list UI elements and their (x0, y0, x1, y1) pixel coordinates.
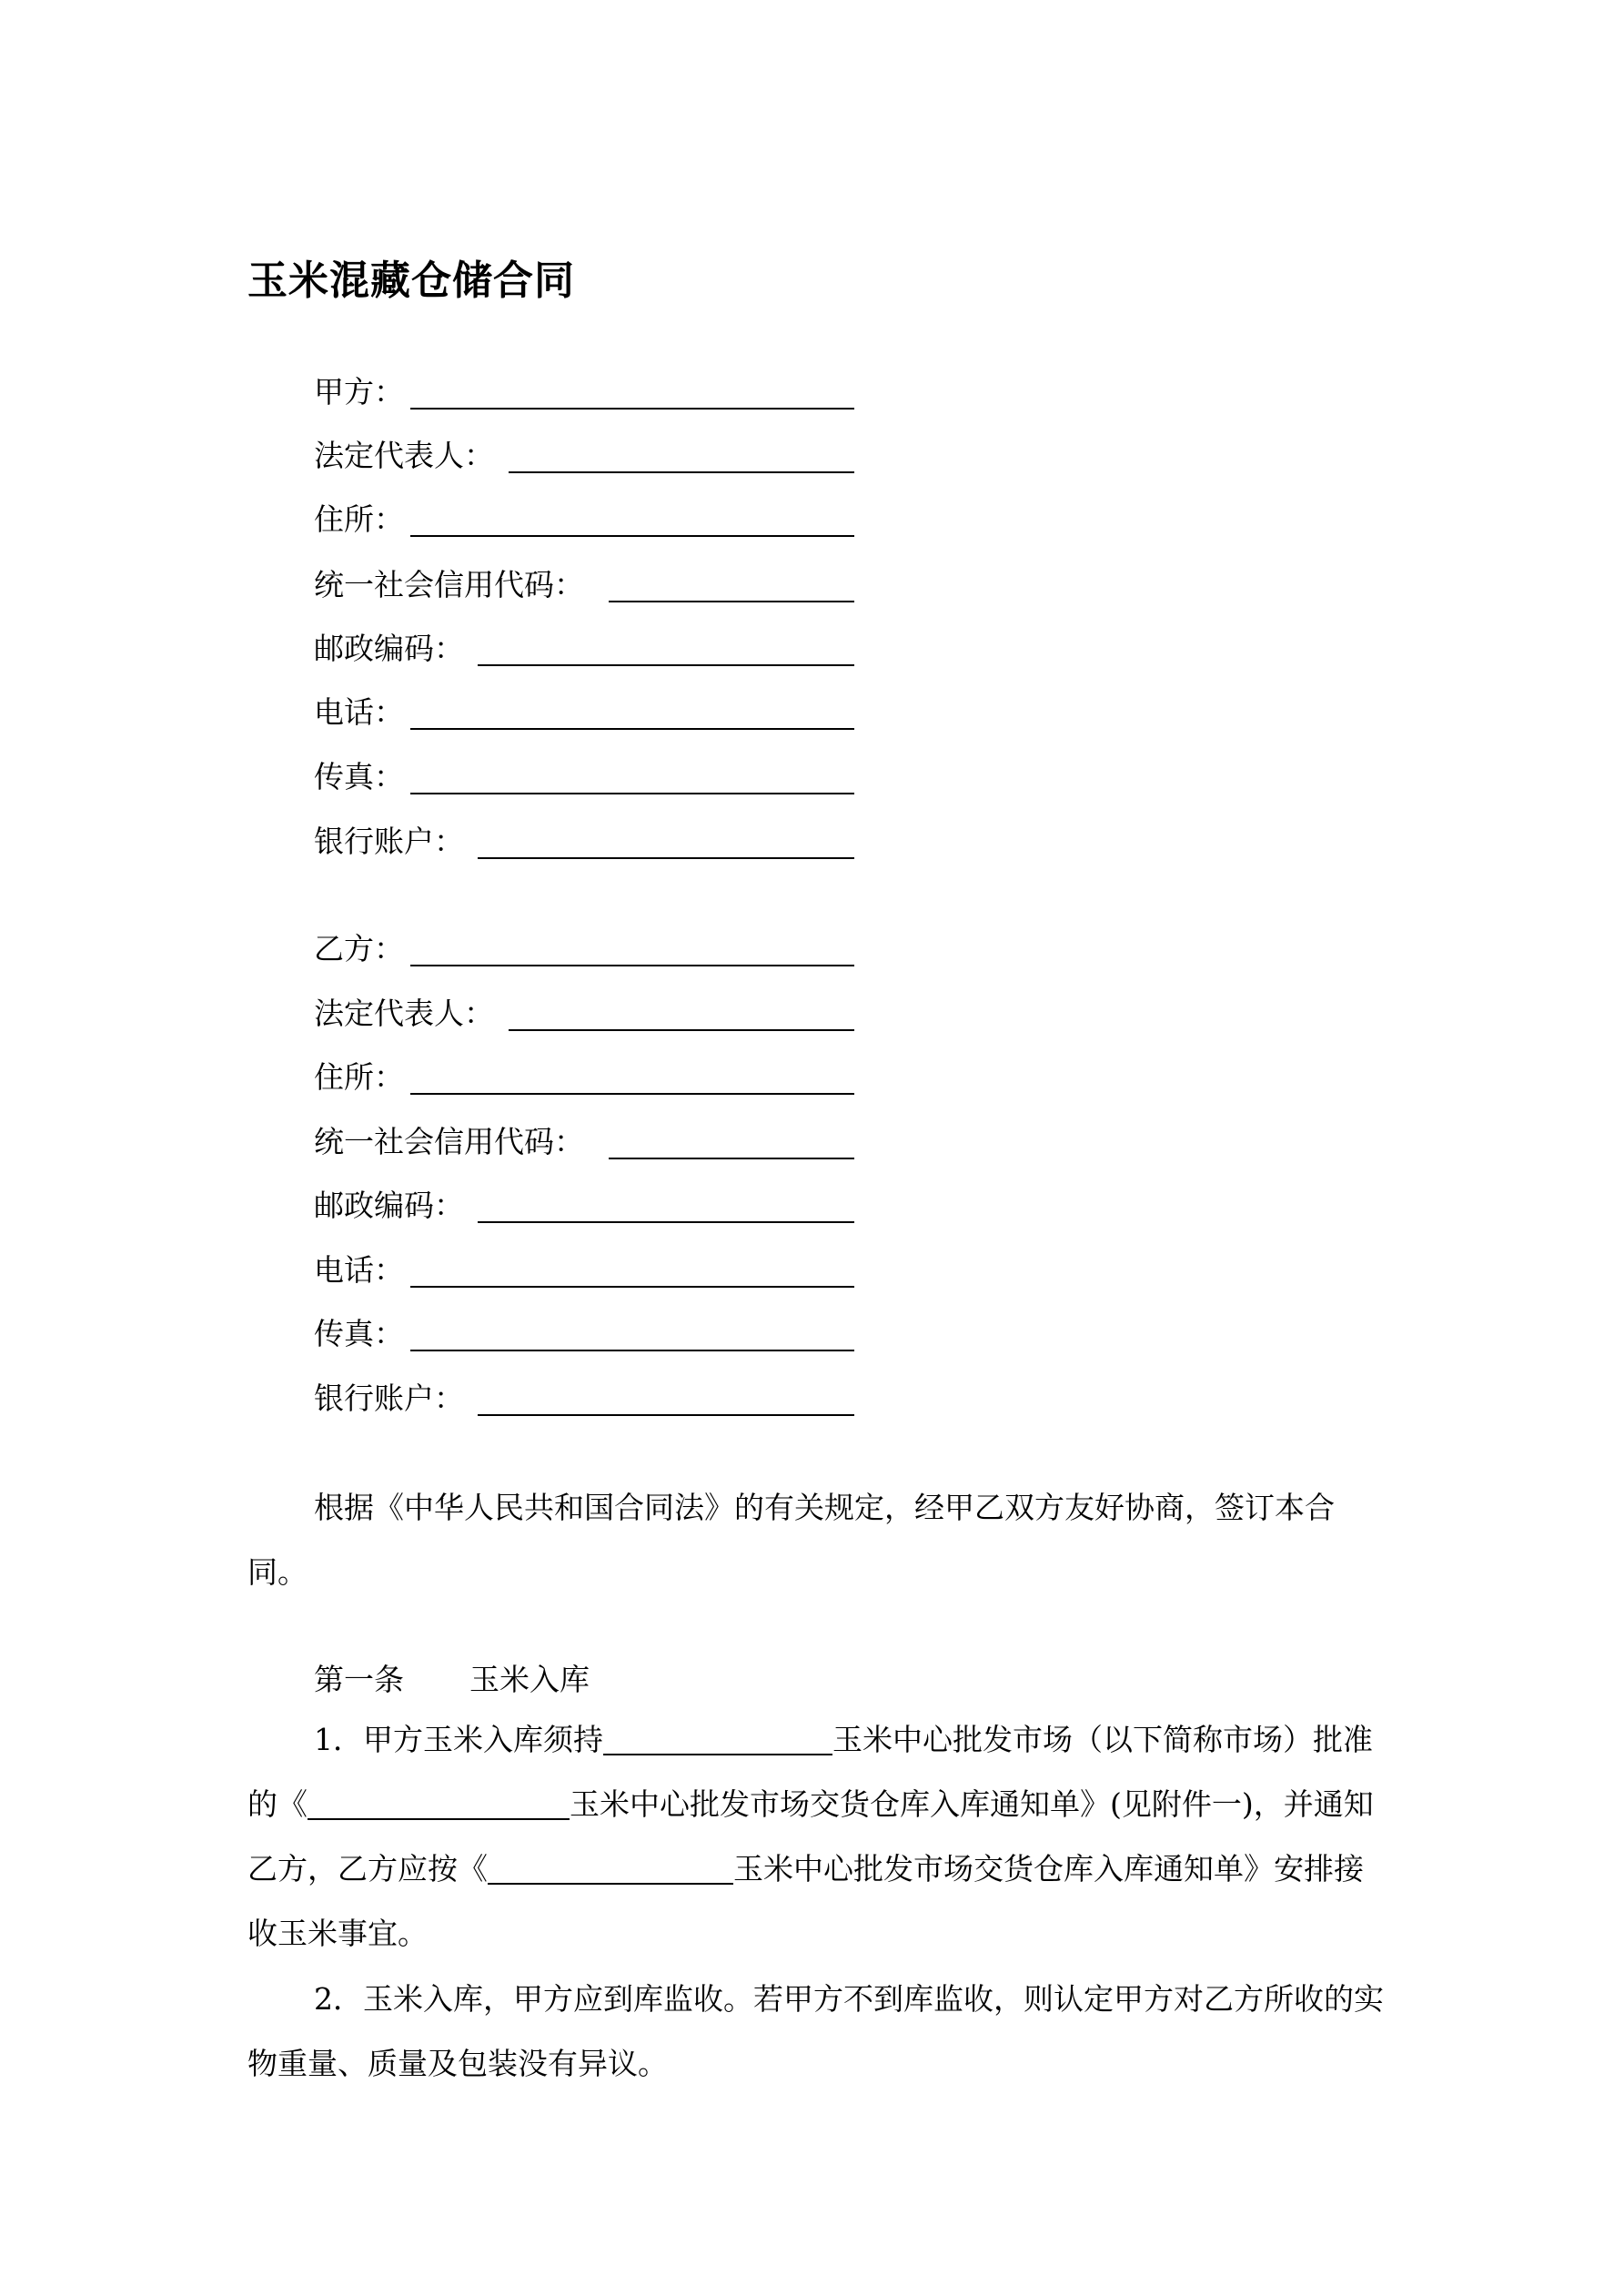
party-a-bank-account-blank[interactable] (478, 857, 854, 859)
party-a-legal-rep-field (314, 435, 494, 477)
party-a-phone-field (314, 692, 404, 733)
party-a-address-field (314, 499, 404, 541)
party-a-phone-blank[interactable] (410, 728, 854, 730)
article1-title: 玉米入库 (469, 1662, 590, 1697)
party-a-address-label: 住所： (314, 501, 404, 537)
party-a-legal-rep-blank[interactable] (509, 471, 854, 473)
clause1-blank-1[interactable] (603, 1721, 832, 1755)
party-a-address-blank[interactable] (410, 535, 854, 537)
party-a-legal-rep-label: 法定代表人： (314, 438, 494, 473)
party-a-name-blank[interactable] (410, 408, 854, 410)
clause1-part3: 玉米中心批发市场交货仓库入库通知单》(见附件一)，并通知乙方，乙方应按《 (247, 1786, 1374, 1886)
party-a-credit-code-blank[interactable] (609, 601, 854, 602)
article1-clause1 (247, 1707, 1389, 1966)
clause2-text: 2．玉米入库，甲方应到库监收。若甲方不到库监收，则认定甲方对乙方所收的实物重量、质量及包装没有异议。 (247, 1981, 1384, 2081)
article1-number: 第一条 (314, 1662, 404, 1697)
party-a-credit-code-field (314, 564, 584, 606)
party-b-postal-code-blank[interactable] (478, 1221, 854, 1223)
party-b-fax-label: 传真： (314, 1316, 404, 1351)
party-a-postal-code-blank[interactable] (478, 664, 854, 666)
clause1-part2: 玉米中心批发市场（以下简称市场）批准的《 (247, 1722, 1373, 1822)
party-b-address-field (314, 1057, 404, 1098)
document-title: 玉米混藏仓储合同 (247, 258, 575, 304)
party-b-bank-account-blank[interactable] (478, 1414, 854, 1416)
party-a-phone-label: 电话： (314, 694, 404, 730)
article1-clause2 (247, 1967, 1389, 2096)
clause1-part1: 1．甲方玉米入库须持 (314, 1722, 603, 1757)
party-b-bank-account-field (314, 1378, 464, 1420)
party-a-fax-blank[interactable] (410, 793, 854, 794)
party-b-postal-code-label: 邮政编码： (314, 1188, 464, 1223)
party-b-legal-rep-field (314, 993, 494, 1035)
clause1-blank-3[interactable] (488, 1850, 733, 1885)
party-a-bank-account-field (314, 821, 464, 863)
article1-heading (314, 1659, 590, 1701)
party-a-name-label: 甲方： (314, 374, 404, 410)
clause1-part4: 玉米中心批发市场交货仓库入库通知单》安排接收玉米事宜。 (247, 1851, 1364, 1951)
party-b-postal-code-field (314, 1185, 464, 1227)
party-a-fax-label: 传真： (314, 759, 404, 794)
party-b-credit-code-field (314, 1121, 584, 1163)
party-b-address-blank[interactable] (410, 1093, 854, 1095)
party-b-fax-field (314, 1313, 404, 1355)
party-a-bank-account-label: 银行账户： (314, 824, 464, 859)
party-a-fax-field (314, 756, 404, 798)
party-b-fax-blank[interactable] (410, 1350, 854, 1351)
party-b-legal-rep-blank[interactable] (509, 1029, 854, 1031)
party-b-phone-label: 电话： (314, 1252, 404, 1288)
party-b-name-field (314, 928, 404, 970)
party-b-legal-rep-label: 法定代表人： (314, 996, 494, 1031)
party-b-name-blank[interactable] (410, 965, 854, 966)
party-a-credit-code-label: 统一社会信用代码： (314, 567, 584, 602)
party-b-address-label: 住所： (314, 1059, 404, 1095)
party-b-credit-code-label: 统一社会信用代码： (314, 1124, 584, 1159)
party-a-postal-code-field (314, 628, 464, 670)
clause1-blank-2[interactable] (308, 1785, 570, 1820)
intro-text: 根据《中华人民共和国合同法》的有关规定，经甲乙双方友好协商，签订本合同。 (247, 1490, 1335, 1590)
party-b-phone-field (314, 1249, 404, 1291)
party-a-postal-code-label: 邮政编码： (314, 631, 464, 666)
party-b-credit-code-blank[interactable] (609, 1158, 854, 1159)
party-a-name-field (314, 371, 404, 413)
intro-paragraph (247, 1475, 1389, 1604)
party-b-phone-blank[interactable] (410, 1286, 854, 1288)
party-b-name-label: 乙方： (314, 931, 404, 966)
party-b-bank-account-label: 银行账户： (314, 1381, 464, 1416)
